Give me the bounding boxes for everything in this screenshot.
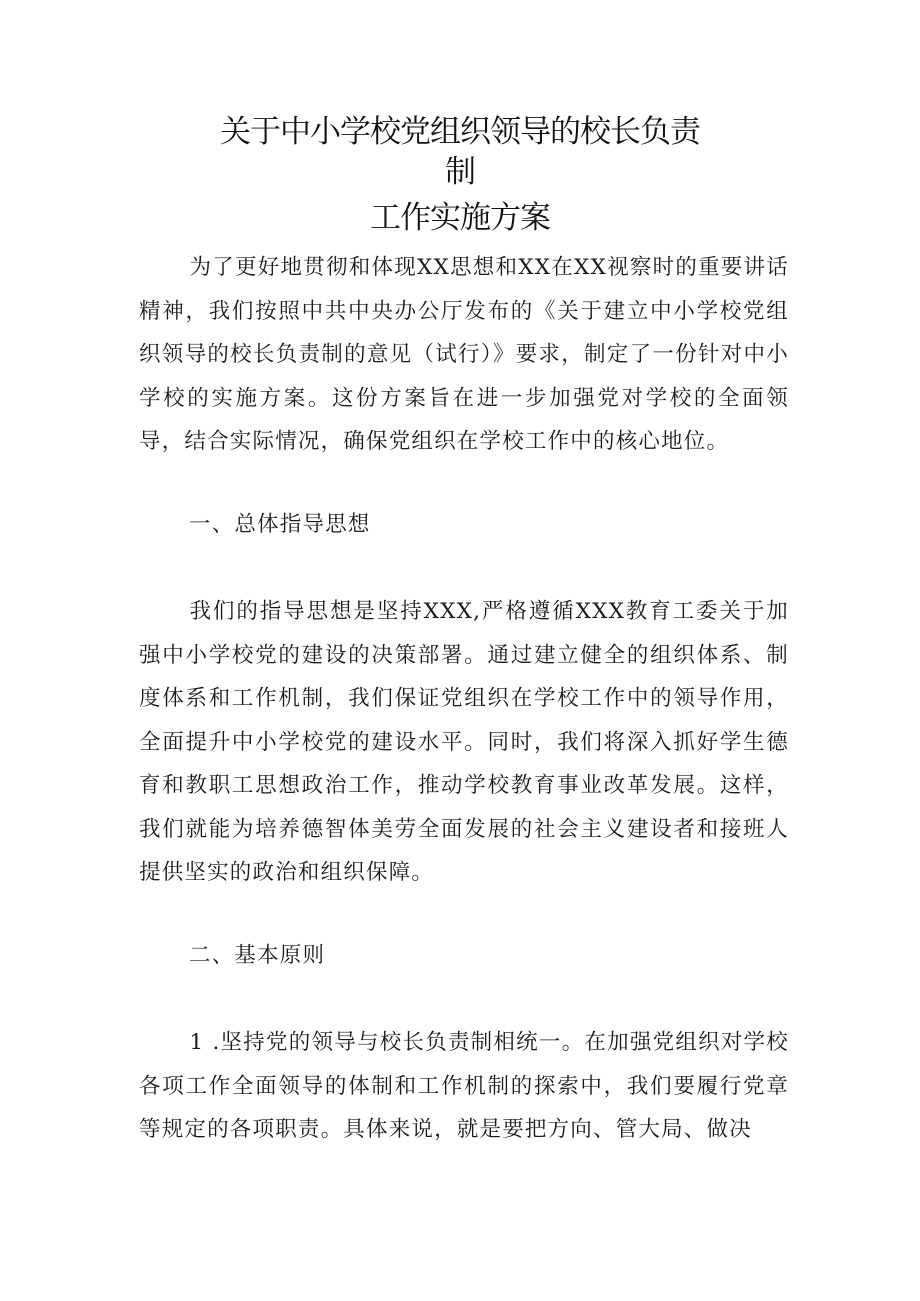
- document-title-line-1: 关于中小学校党组织领导的校长负责: [220, 114, 700, 150]
- section-1-paragraph: 我们的指导思想是坚持XXX,严格遵循XXX教育工委关于加强中小学校党的建设的决策部署。通过建立健全的组织体系、制度体系和工作机制，我们保证党组织在学校工作中的领导作用，全面提升中小学校党的建设水平。同时，我们将深入抓好学生德育和教职工思想政治工作，推动学校教育事业改革发展。这样，我们就能为培养德智体美劳全面发展的社会主义建设者和接班人提供坚实的政治和组织保障。: [139, 599, 789, 885]
- principle-1-paragraph: 1 .坚持党的领导与校长负责制相统一。在加强党组织对学校各项工作全面领导的体制和工作机制的探索中，我们要履行党章等规定的各项职责。具体来说，就是要把方向、管大局、做决: [139, 1030, 789, 1142]
- document-title-line-2: 制: [445, 154, 475, 190]
- document-title-line-3: 工作实施方案: [370, 200, 550, 236]
- section-1-heading: 一、总体指导思想: [189, 512, 371, 537]
- section-2-heading: 二、基本原则: [189, 943, 326, 968]
- intro-paragraph: 为了更好地贯彻和体现XX思想和XX在XX视察时的重要讲话精神，我们按照中共中央办公厅发布的《关于建立中小学校党组织领导的校长负责制的意见（试行）》要求，制定了一份针对中小学校的实施方案。这份方案旨在进一步加强党对学校的全面领导，结合实际情况，确保党组织在学校工作中的核心地位。: [139, 255, 789, 454]
